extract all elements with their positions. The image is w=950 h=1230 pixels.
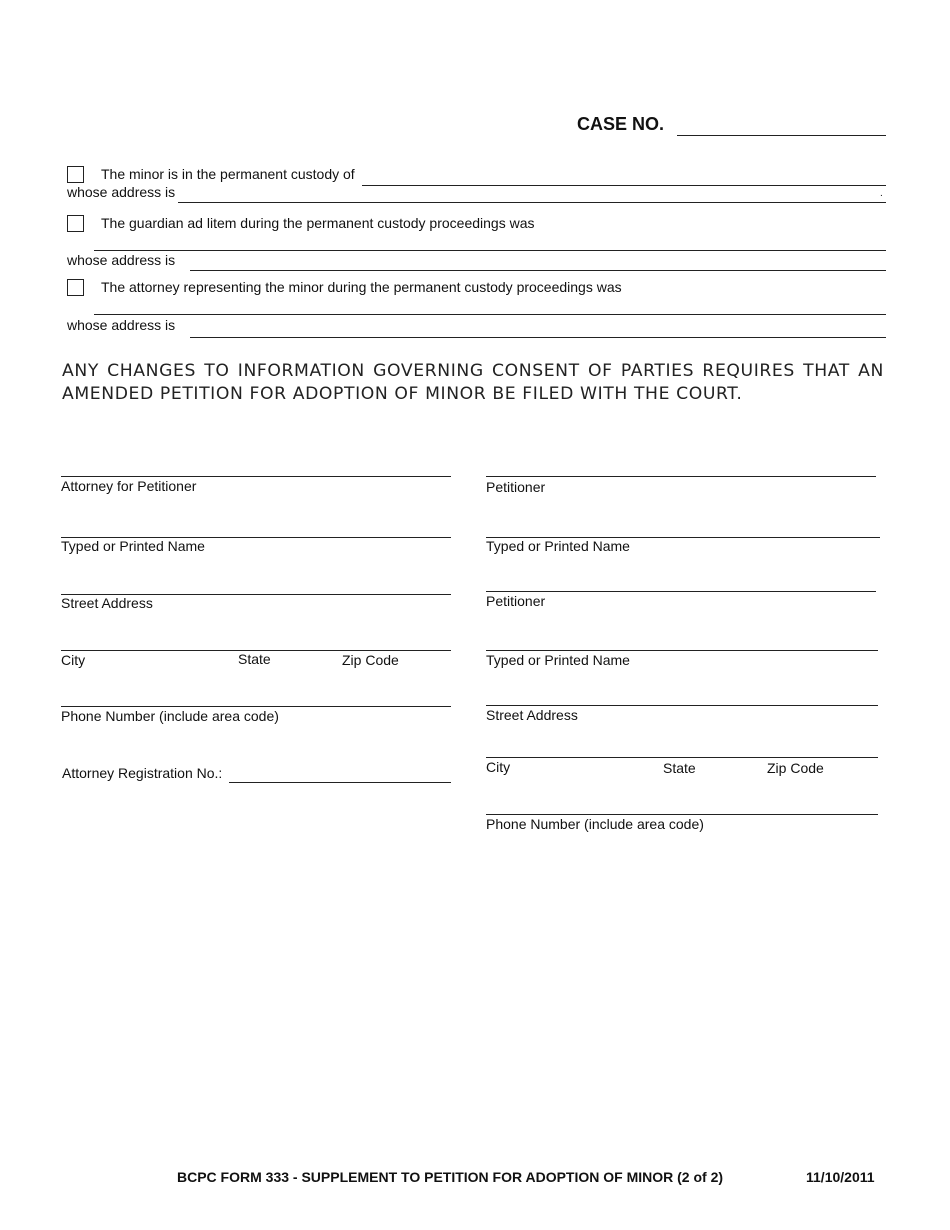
- custody-holder-field[interactable]: [362, 185, 886, 186]
- attorney-minor-label: The attorney representing the minor during the permanent custody proceedings was: [101, 279, 622, 295]
- case-no-label: CASE NO.: [577, 114, 665, 134]
- attorney-phone-line[interactable]: [61, 706, 451, 707]
- attorney-minor-name-field[interactable]: [94, 314, 886, 315]
- petitioner-2-signature-line[interactable]: [486, 591, 876, 592]
- typed-name-label: Typed or Printed Name: [486, 538, 630, 554]
- guardian-checkbox[interactable]: [67, 215, 84, 232]
- registration-label: Attorney Registration No.:: [62, 765, 223, 781]
- phone-label: Phone Number (include area code): [61, 708, 279, 724]
- phone-label: Phone Number (include area code): [486, 816, 704, 832]
- custody-address-field[interactable]: [178, 202, 886, 203]
- typed-name-label: Typed or Printed Name: [61, 538, 205, 554]
- street-address-label: Street Address: [61, 595, 153, 611]
- minor-custody-label: The minor is in the permanent custody of: [101, 166, 355, 182]
- city-label: City: [61, 652, 86, 668]
- petitioner-label: Petitioner: [486, 593, 546, 609]
- case-no-field[interactable]: [677, 135, 886, 136]
- petitioner-phone-line[interactable]: [486, 814, 878, 815]
- whose-address-label: whose address is: [67, 317, 176, 333]
- guardian-address-field[interactable]: [190, 270, 886, 271]
- amendment-notice: ANY CHANGES TO INFORMATION GOVERNING CONSENT OF PARTIES REQUIRES THAT AN AMENDED PETITION FOR ADOPTION OF MINOR BE FILED WITH THE COURT.: [62, 361, 884, 404]
- address-period: .: [880, 188, 883, 199]
- petitioner-city-line[interactable]: [486, 757, 878, 758]
- whose-address-label: whose address is: [67, 252, 176, 268]
- whose-address-label: whose address is: [67, 184, 176, 200]
- petitioner-street-line[interactable]: [486, 705, 878, 706]
- zip-label: Zip Code: [342, 652, 399, 668]
- attorney-signature-line[interactable]: [61, 476, 451, 477]
- registration-field[interactable]: [229, 782, 451, 783]
- state-label: State: [663, 760, 696, 776]
- city-label: City: [486, 759, 511, 775]
- guardian-name-field[interactable]: [94, 250, 886, 251]
- form-title: BCPC FORM 333 - SUPPLEMENT TO PETITION FOR ADOPTION OF MINOR (2 of 2): [177, 1169, 724, 1185]
- petitioner-1-signature-line[interactable]: [486, 476, 876, 477]
- attorney-minor-address-field[interactable]: [190, 337, 886, 338]
- attorney-minor-checkbox[interactable]: [67, 279, 84, 296]
- typed-name-label: Typed or Printed Name: [486, 652, 630, 668]
- petitioner-2-typed-name-line[interactable]: [486, 650, 878, 651]
- form-date: 11/10/2011: [806, 1169, 875, 1185]
- minor-custody-checkbox[interactable]: [67, 166, 84, 183]
- zip-label: Zip Code: [767, 760, 824, 776]
- street-address-label: Street Address: [486, 707, 578, 723]
- state-label: State: [238, 651, 271, 667]
- attorney-for-petitioner-label: Attorney for Petitioner: [61, 478, 197, 494]
- petitioner-label: Petitioner: [486, 479, 546, 495]
- guardian-label: The guardian ad litem during the permanent custody proceedings was: [101, 215, 535, 231]
